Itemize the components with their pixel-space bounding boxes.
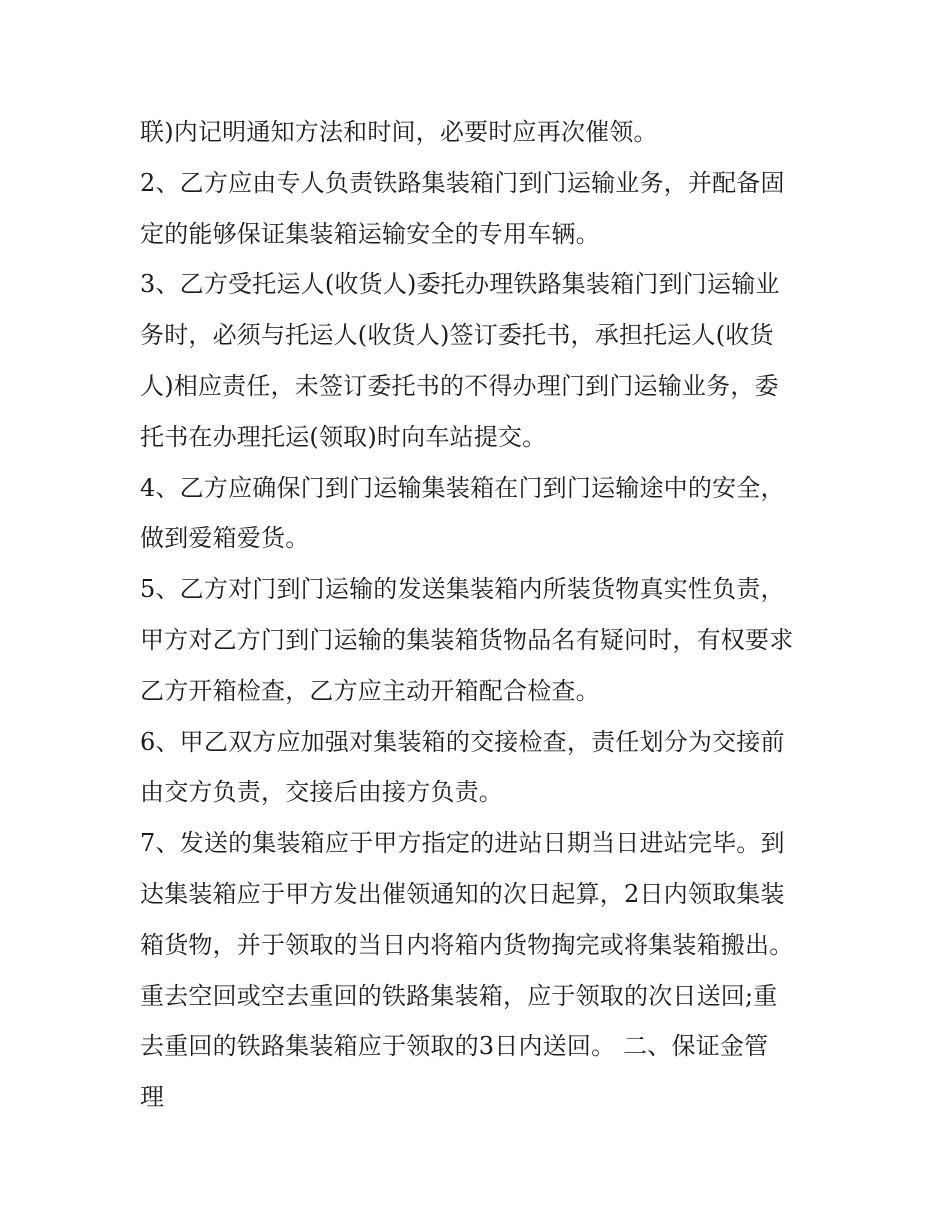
text-line: 理: [140, 1083, 165, 1112]
text-line: 4、乙方应确保门到门运输集装箱在门到门运输途中的安全，: [140, 473, 785, 502]
text-line: 联)内记明通知方法和时间，必要时应再次催领。: [140, 118, 658, 146]
text-line: 2、乙方应由专人负责铁路集装箱门到门运输业务，并配备固: [140, 168, 785, 197]
text-line: 达集装箱应于甲方发出催领通知的次日起算，2日内领取集装: [140, 879, 785, 908]
text-line: 3、乙方受托运人(收货人)委托办理铁路集装箱门到门运输业: [140, 270, 780, 299]
document-body: [140, 107, 820, 1123]
text-line: 重去空回或空去重回的铁路集装箱，应于领取的次日送回;重: [140, 981, 778, 1010]
text-line: 乙方开箱检查，乙方应主动开箱配合检查。: [140, 676, 600, 705]
text-line: 由交方负责，交接后由接方负责。: [140, 778, 503, 807]
text-line: 做到爱箱爱货。: [140, 524, 310, 553]
text-line: 去重回的铁路集装箱应于领取的3日内送回。 二、保证金管: [140, 1032, 769, 1061]
text-line: 定的能够保证集装箱运输安全的专用车辆。: [140, 219, 600, 248]
text-line: 箱货物，并于领取的当日内将箱内货物掏完或将集装箱搬出。: [140, 930, 794, 959]
text-line: 托书在办理托运(领取)时向车站提交。: [140, 422, 547, 451]
text-line: 人)相应责任，未签订委托书的不得办理门到门运输业务，委: [140, 371, 779, 400]
text-line: 6、甲乙双方应加强对集装箱的交接检查，责任划分为交接前: [140, 727, 785, 756]
text-line: 务时，必须与托运人(收货人)签订委托书，承担托运人(收货: [140, 321, 774, 350]
text-line: 7、发送的集装箱应于甲方指定的进站日期当日进站完毕。到: [140, 829, 785, 858]
text-line: 甲方对乙方门到门运输的集装箱货物品名有疑问时，有权要求: [140, 625, 794, 654]
text-line: 5、乙方对门到门运输的发送集装箱内所装货物真实性负责，: [140, 575, 785, 604]
